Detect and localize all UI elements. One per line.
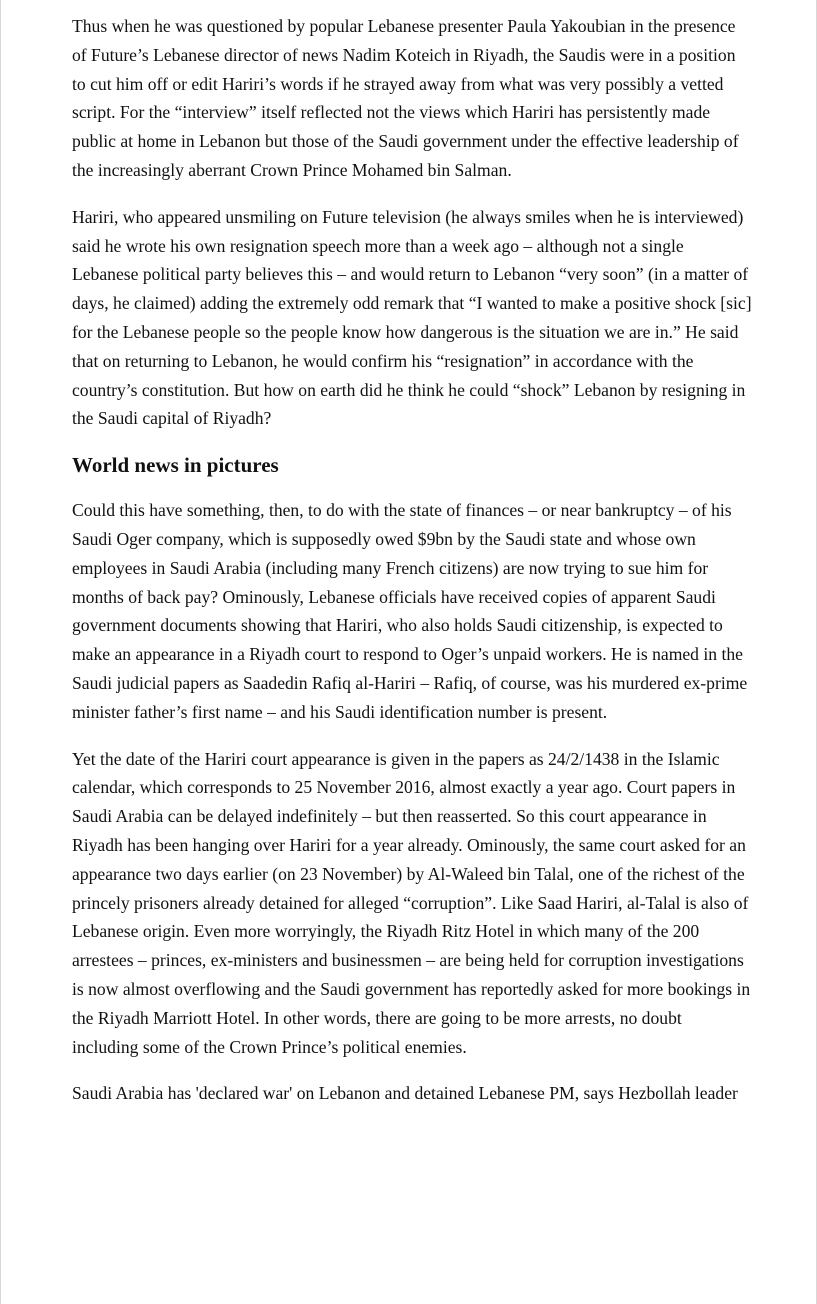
section-heading[interactable]: World news in pictures [72,453,279,478]
article-paragraph: Could this have something, then, to do with the state of finances – or near bankruptcy – of his Saudi Oger company, which is supposedly owed $9bn by the Saudi state and whose own employees in Saudi Arabia (including many French citizens) are now trying to sue him for months of back pay? Ominously, Lebanese officials have received copies of apparent Saudi government documents showing that Hariri, who also holds Saudi citizenship, is expected to make an appearance in a Riyadh court to respond to Oger’s unpaid workers. He is named in the Saudi judicial papers as Saadedin Rafiq al-Hariri – Rafiq, of course, was his murdered ex-prime minister father’s first name – and his Saudi identification number is present. [72,500,748,722]
article-paragraph: Yet the date of the Hariri court appearance is given in the papers as 24/2/1438 in the Islamic calendar, which corresponds to 25 November 2016, almost exactly a year ago. Court papers in Saudi Arabia can be delayed indefinitely – but then reasserted. So this court appearance in Riyadh has been hanging over Hariri for a year already. Ominously, the same court asked for an appearance two days earlier (on 23 November) by Al-Waleed bin Talal, one of the richest of the princely prisoners already detained for alleged “corruption”. Like Saad Hariri, al-Talal is also of Lebanese origin. Even more worryingly, the Riyadh Ritz Hotel in which many of the 200 arrestees – princes, ex-ministers and businessmen – are being held for corruption investigations is now almost overflowing and the Saudi government has reportedly asked for more bookings in the Riyadh Marriott Hotel. In other words, there are going to be more arrests, no doubt including some of the Crown Prince’s political enemies. [72,748,751,1057]
article-body [72,12,752,1126]
article-paragraph: Thus when he was questioned by popular Lebanese presenter Paula Yakoubian in the presence of Future’s Lebanese director of news Nadim Koteich in Riyadh, the Saudis were in a position to cut him off or edit Hariri’s words if he strayed away from what was very possibly a vetted script. For the “interview” itself reflected not the views which Hariri has persistently made public at home in Lebanon but those of the Saudi government under the effective leadership of the increasingly aberrant Crown Prince Mohamed bin Salman. [72,16,739,180]
related-article-link[interactable]: Saudi Arabia has 'declared war' on Lebanon and detained Lebanese PM, says Hezbollah leader [72,1083,738,1104]
article-paragraph: Hariri, who appeared unsmiling on Future television (he always smiles when he is interviewed) said he wrote his own resignation speech more than a week ago – although not a single Lebanese political party believes this – and would return to Lebanon “very soon” (in a matter of days, he claimed) adding the extremely odd remark that “I wanted to make a positive shock [sic] for the Lebanese people so the people know how dangerous is the situation we are in.” He said that on returning to Lebanon, he would confirm his “resignation” in accordance with the country’s constitution. But how on earth did he think he could “shock” Lebanon by resigning in the Saudi capital of Riyadh? [72,206,752,429]
related-article [72,1079,752,1108]
